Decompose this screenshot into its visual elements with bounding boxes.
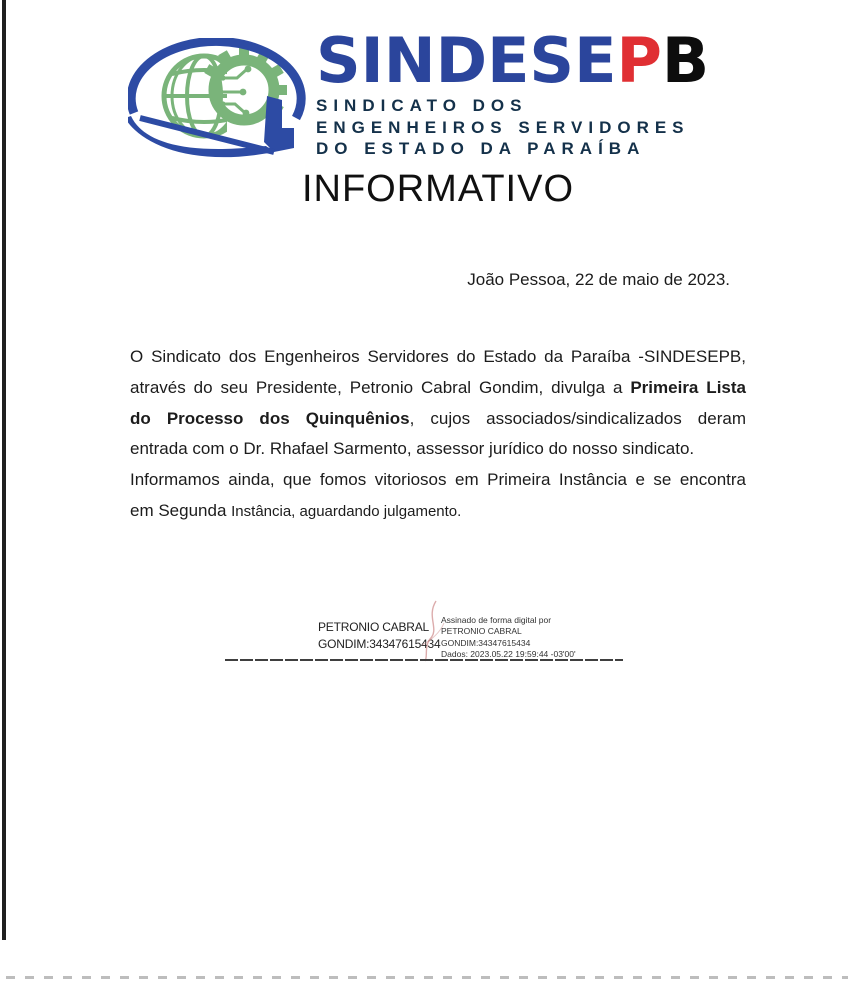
brand-title: [316, 24, 746, 97]
page-left-border: [2, 0, 6, 940]
bold-text: Primeira Lista: [630, 377, 746, 397]
subtitle-line: ENGENHEIROS SERVIDORES: [316, 117, 690, 137]
subtitle-line: DO ESTADO DA PARAÍBA: [316, 139, 646, 158]
bold-text: do Processo dos Quinquênios: [130, 408, 410, 428]
body-line: através do seu Presidente, Petronio Cabral Gondim, divulga a Primeira Lista: [130, 377, 746, 397]
body-line: do Processo dos Quinquênios, cujos associados/sindicalizados deram: [130, 408, 746, 428]
body-paragraph: [130, 342, 746, 528]
subtitle-line: SINDICATO DOS: [316, 96, 528, 115]
page-title: INFORMATIVO: [301, 168, 575, 210]
brand-block: [316, 24, 746, 160]
brand-subtitle: [316, 95, 746, 160]
sindesepb-logo-icon: [128, 38, 310, 162]
brand-title-red: P: [616, 24, 662, 97]
body-line: em Segunda Instância, aguardando julgamento.: [130, 500, 462, 520]
dateline: João Pessoa, 22 de maio de 2023.: [467, 270, 730, 289]
brand-title-blue: SINDESE: [316, 24, 617, 97]
small-text: Instância, aguardando julgamento.: [231, 502, 462, 520]
body-line: O Sindicato dos Engenheiros Servidores do Estado da Paraíba -SINDESEPB,: [130, 347, 746, 366]
brand-title-black: B: [661, 24, 710, 97]
body-line: Informamos ainda, que fomos vitoriosos em Primeira Instância e se encontra: [130, 470, 746, 490]
signature-details: Assinado de forma digital por PETRONIO CABRAL GONDIM:34347615434 Dados: 2023.05.22 19:59:44 -03'00': [441, 615, 576, 659]
signature-line: [225, 659, 623, 661]
page-bottom-dashed-line: [6, 976, 848, 979]
body-line: entrada com o Dr. Rhafael Sarmento, assessor jurídico do nosso sindicato.: [130, 439, 695, 459]
signatory-name: PETRONIO CABRAL GONDIM:34347615434: [318, 620, 441, 651]
